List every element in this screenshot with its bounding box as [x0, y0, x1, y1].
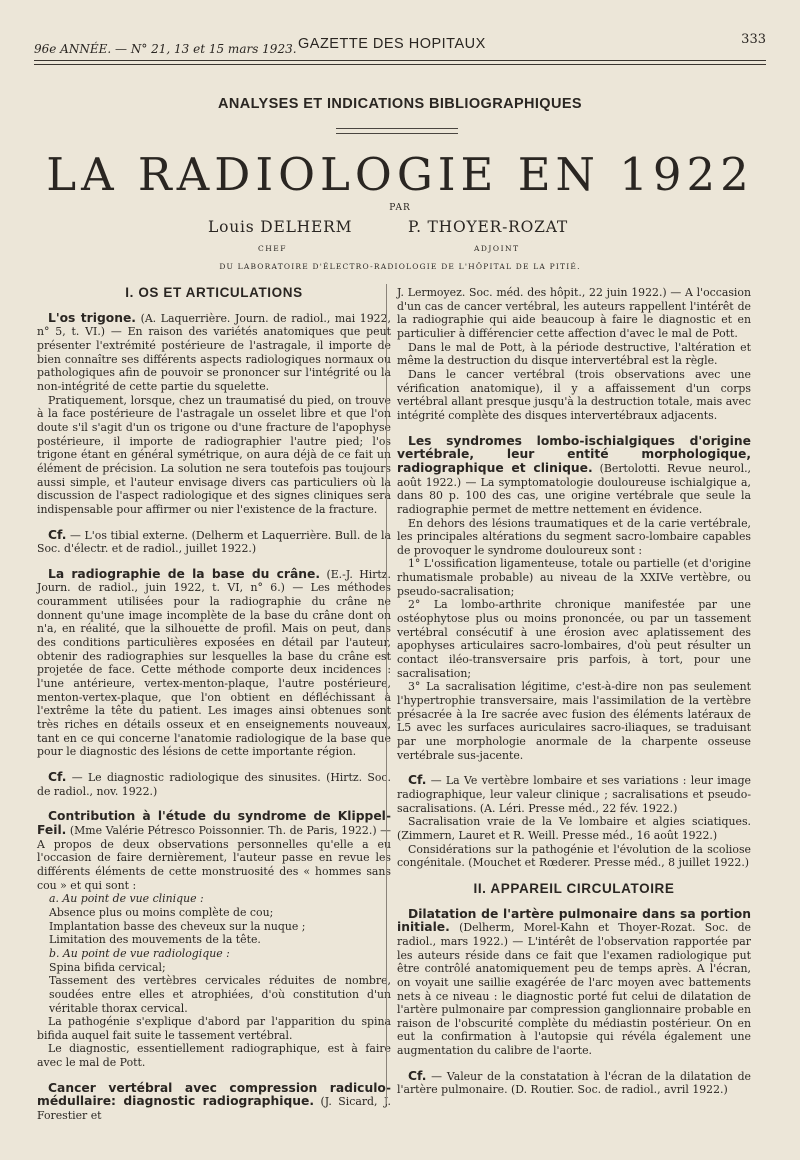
article-entry [37, 312, 391, 394]
article-entry [397, 435, 751, 517]
sub-heading: b. Au point de vue radiologique : [49, 946, 230, 960]
entry-text: Pratiquement, lorsque, chez un traumatisé du pied, on trouve à la face postérieure de l'astragale un osselet libre et que l'on doute s'il s'agit d'un os trigone ou d'une fracture de l'apophyse postérieure, il importe de radiographier l'autre pied; l'os trigone étant en général symétrique, on aura déjà de ce fait un élément de précision. La solution ne sera toutefois pas toujours aussi simple, et l'auteur envisage divers cas particuliers où la discussion de l'aspect radiologique et des signes cliniques sera indispensable pour affirmer ou nier l'existence de la fracture. [37, 393, 391, 516]
byline-par: PAR [389, 203, 411, 213]
article-entry [37, 529, 391, 556]
page-number: 333 [741, 32, 766, 47]
section-heading: II. APPAREIL CIRCULATOIRE [473, 880, 675, 896]
article-entry [37, 771, 391, 798]
paragraph [397, 368, 751, 423]
entry-text: 3° La sacralisation légitime, c'est-à-dire non pas seulement l'hypertrophie transversaire, mais l'assimilation de la vertèbre présacrée à la Ire sacrée avec fusion des éléments latéraux de L5 avec les surfaces auriculaires sacro-iliaques, se traduisant par une morphologie anormale de la charpente osseuse vertébrale sus-jacente. [397, 680, 751, 762]
entry-text: 1° L'ossification ligamenteuse, totale ou partielle (et d'origine rhumatismale probable) au niveau de la XXIVe vertèbre, ou pseudo-sacralisation; [397, 557, 751, 598]
author-2: P. THOYER-ROZAT [408, 218, 568, 236]
paragraph [397, 557, 751, 598]
paragraph [397, 680, 751, 762]
entry-text: (E.-J. Hirtz. Journ. de radiol., juin 1922, t. VI, n° 6.) — Les méthodes couramment utilisées pour la radiographie du crâne ne donnent qu'une image incomplète de la base du crâne dont on n'a, en réalité, que la silhouette de profil. Mais on peut, dans des conditions particulières exposées en détail par l'auteur, obtenir des radiographies sur lesquelles la base du crâne est projetée de face. Cette méthode comporte deux incidences : l'une antérieure, vertex-menton-plaque, l'autre postérieure, menton-vertex-plaque, que l'on obtient en défléchissant à l'extrême la tête du patient. Les images ainsi obtenues sont très riches en détails osseux et en enseignements nouveaux, tant en ce qui concerne l'anatomie radiologique de la base que pour le diagnostic des lésions de cette importante région. [37, 567, 391, 759]
paragraph [37, 394, 391, 517]
entry-text: En dehors des lésions traumatiques et de la carie vertébrale, les principales altérations du segment sacro-lombaire capables de provoquer le syndrome douloureux sont : [397, 516, 751, 557]
article-entry [37, 810, 391, 892]
paragraph [397, 815, 751, 842]
entry-text: J. Lermoyez. Soc. méd. des hôpit., 22 juin 1922.) — A l'occasion d'un cas de cancer vertébral, les auteurs rappellent l'intérêt de la radiographie qui aide beaucoup à faire le diagnostic et en particulier à différencier cette affection d'avec le mal de Pott. [397, 286, 751, 340]
issue-line: 96e ANNÉE. — N° 21, 13 et 15 mars 1923. [34, 42, 297, 56]
entry-title: Cf. [408, 1068, 427, 1083]
list-item: Tassement des vertèbres cervicales réduites de nombre, soudées entre elles et atrophiées, d'où constitution d'un véritable thorax cervical. [49, 974, 391, 1015]
article-entry [397, 908, 751, 1058]
left-column [37, 286, 391, 1123]
entry-title: Les syndromes lombo-ischialgiques d'origine vertébrale, leur entité morphologique, radiographique et clinique. [397, 433, 751, 475]
entry-title: Cf. [48, 527, 67, 542]
paragraph [397, 517, 751, 558]
affiliation: DU LABORATOIRE D'ÉLECTRO-RADIOLOGIE DE L'HÔPITAL DE LA PITIÉ. [219, 262, 581, 271]
author-1: Louis DELHERM [208, 218, 353, 236]
article-entry [397, 774, 751, 815]
entry-text: 2° La lombo-arthrite chronique manifestée par une ostéophytose plus ou moins prononcée, ou par un tassement vertébral consécutif à une érosion avec aplatissement des apophyses articulaires sacro-lombaires, d'où peut résulter un contact iléo-transversaire pris parfois, à tort, pour une sacralisation; [397, 598, 751, 680]
header-rule [34, 60, 766, 61]
entry-text: Considérations sur la pathogénie et l'évolution de la scoliose congénitale. (Mouchet et Rœderer. Presse méd., 8 juillet 1922.) [397, 842, 751, 870]
entry-title: Contribution à l'étude du syndrome de Klippel-Feil. [37, 809, 391, 837]
paragraph [37, 1015, 391, 1042]
section-title: ANALYSES ET INDICATIONS BIBLIOGRAPHIQUES [217, 96, 583, 112]
entry-title: Cf. [48, 770, 67, 784]
journal-name: GAZETTE DES HOPITAUX [298, 36, 486, 52]
sub-heading: a. Au point de vue clinique : [49, 892, 204, 906]
entry-title: La radiographie de la base du crâne. [48, 566, 321, 581]
article-entry [397, 1070, 751, 1097]
article-entry [37, 568, 391, 759]
column-divider [386, 284, 387, 1104]
paragraph [397, 286, 751, 341]
entry-text: — Valeur de la constatation à l'écran de la dilatation de l'artère pulmonaire. (D. Routier. Soc. de radiol., avril 1922.) [397, 1069, 751, 1097]
entry-title: Dilatation de l'artère pulmonaire dans sa portion initiale. [397, 906, 751, 935]
entry-text: Dans le mal de Pott, à la période destructive, l'altération et même la destruction du disque intervertébral est la règle. [397, 340, 751, 368]
list-item: Implantation basse des cheveux sur la nuque ; [49, 919, 306, 933]
author-2-role: ADJOINT [474, 244, 520, 253]
ornament-rule [336, 128, 458, 134]
entry-text: — Le diagnostic radiologique des sinusites. (Hirtz. Soc. de radiol., nov. 1922.) [37, 771, 391, 798]
paragraph [397, 598, 751, 680]
section-heading: I. OS ET ARTICULATIONS [125, 285, 303, 300]
article-entry [37, 1082, 391, 1123]
entry-text: (Delherm, Morel-Kahn et Thoyer-Rozat. Soc. de radiol., mars 1922.) — L'intérêt de l'observation rapportée par les auteurs réside dans ce fait que l'examen radiologique put être contrôlé anatomiquement peu de temps après. A l'écran, on voyait une saillie exagérée de l'arc moyen avec battements nets à ce niveau : le diagnostic porté fut celui de dilatation de l'artère pulmonaire par compression ganglionnaire probable en raison de l'obscurité complète du médiastin postérieur. On en eut la confirmation à l'autopsie qui révéla également une augmentation du calibre de l'aorte. [397, 921, 751, 1058]
entry-text: Dans le cancer vertébral (trois observations avec une vérification anatomique), il y a affaissement d'un corps vertébral allant presque jusqu'à la destruction totale, mais avec intégrité complète des disques intervertébraux adjacents. [397, 367, 751, 422]
entry-title: Cancer vertébral avec compression radiculo-médullaire: diagnostic radiographique. [37, 1080, 391, 1109]
header-rule-thin [34, 64, 766, 65]
entry-title: L'os trigone. [48, 310, 136, 325]
list-item: Absence plus ou moins complète de cou; [49, 905, 274, 919]
entry-text: (J. Sicard, J. Forestier et [37, 1095, 391, 1123]
entry-text: (Bertolotti. Revue neurol., août 1922.) — La symptomatologie douloureuse ischialgique a, dans 80 p. 100 des cas, une origine vertébrale que seule la radiographie permet de mettre nettement en évidence. [397, 461, 752, 516]
entry-text: Sacralisation vraie de la Ve lombaire et algies sciatiques. (Zimmern, Lauret et R. Weill. Presse méd., 16 août 1922.) [397, 815, 751, 842]
entry-text: — L'os tibial externe. (Delherm et Laquerrière. Bull. de la Soc. d'électr. et de radiol., juillet 1922.) [37, 528, 391, 556]
entry-text: (Mme Valérie Pétresco Poissonnier. Th. de Paris, 1922.) — A propos de deux observations personnelles qu'elle a eu l'occasion de faire dernièrement, l'auteur passe en revue les différents éléments de cette monstruosité des « hommes sans cou » et qui sont : [37, 823, 391, 892]
entry-title: Cf. [408, 773, 427, 788]
running-head [34, 32, 766, 56]
article-title: LA RADIOLOGIE EN 1922 [46, 148, 754, 201]
paragraph [397, 843, 751, 870]
entry-text: La pathogénie s'explique d'abord par l'apparition du spina bifida auquel fait suite le tassement vertébral. [37, 1015, 391, 1042]
paragraph [397, 341, 751, 368]
list-item: Limitation des mouvements de la tête. [49, 933, 261, 947]
entry-text: — La Ve vertèbre lombaire et ses variations : leur image radiographique, leur valeur clinique ; sacralisations et pseudo-sacralisations. (A. Léri. Presse méd., 22 fév. 1922.) [397, 774, 751, 815]
list-item: Spina bifida cervical; [49, 960, 166, 974]
entry-text: Le diagnostic, essentiellement radiographique, est à faire avec le mal de Pott. [37, 1042, 391, 1070]
entry-text: (A. Laquerrière. Journ. de radiol., mai 1922, n° 5, t. VI.) — En raison des variétés anatomiques que peut présenter l'extrémité postérieure de l'astragale, il importe de bien connaître ses différents aspects radiologiques normaux ou pathologiques afin de pouvoir se prononcer sur l'intégrité ou la non-intégrité de cette partie du squelette. [37, 311, 391, 393]
right-column [397, 286, 751, 1097]
paragraph [37, 1042, 391, 1069]
author-1-role: CHEF [258, 244, 287, 253]
